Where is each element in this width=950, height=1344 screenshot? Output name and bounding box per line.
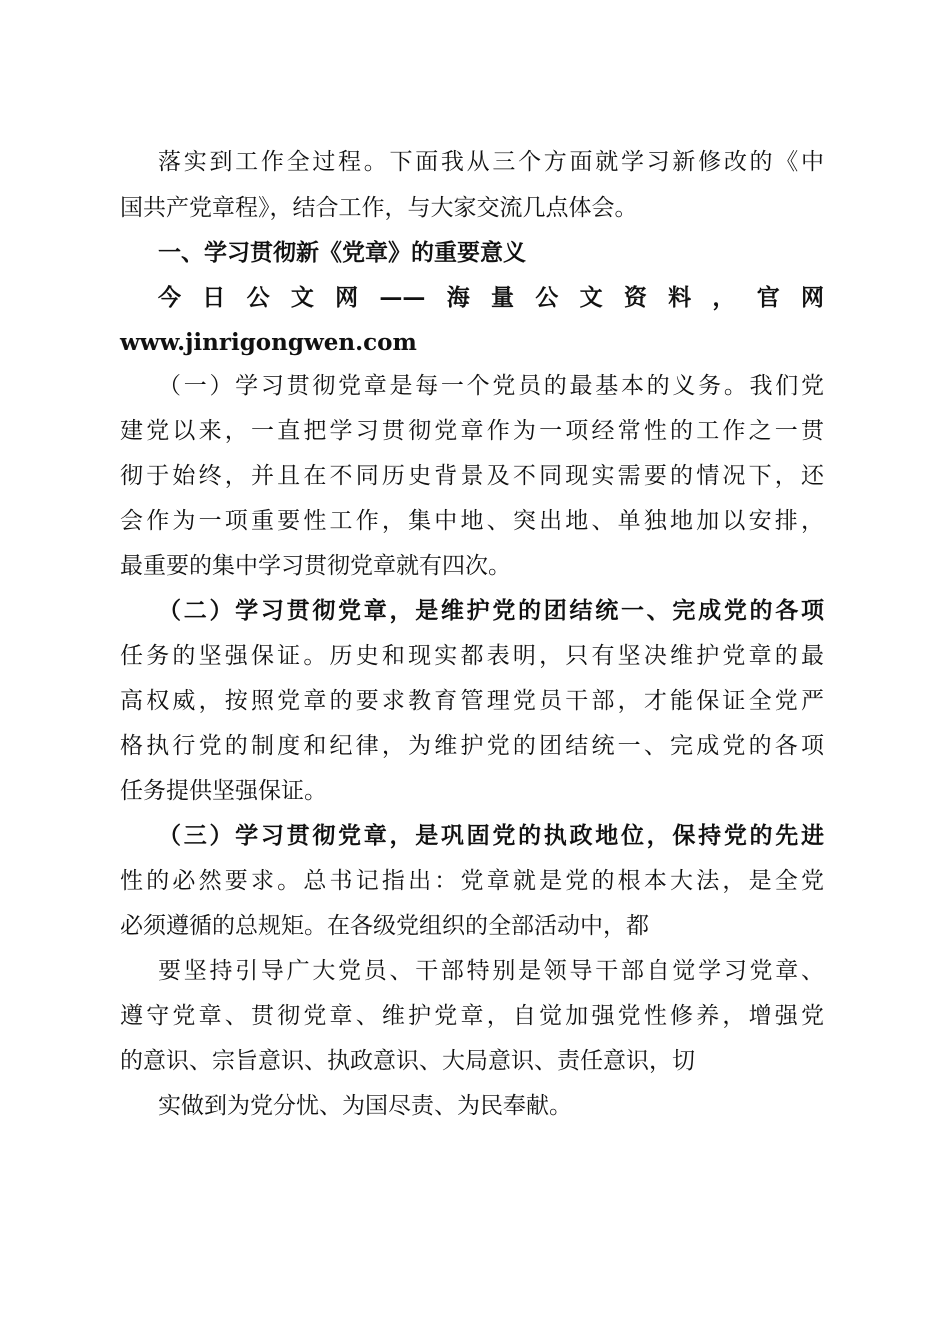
paragraph-line: 实做到为党分忧、为国尽责、为民奉献。: [158, 1093, 572, 1119]
paragraph-line: 遵守党章、贯彻党章、维护党章，自觉加强党性修养，增强党: [120, 1003, 824, 1029]
paragraph-line: 落实到工作全过程。下面我从三个方面就学习新修改的《中: [158, 149, 824, 175]
paragraph-line: 彻于始终，并且在不同历史背景及不同现实需要的情况下，还: [120, 463, 824, 489]
paragraph-line: （三）学习贯彻党章，是巩固党的执政地位，保持党的先进: [158, 822, 824, 849]
paragraph-line: 性的必然要求。总书记指出：党章就是党的根本大法，是全党: [120, 868, 824, 894]
paragraph-line: 会作为一项重要性工作，集中地、突出地、单独地加以安排，: [120, 508, 824, 534]
paragraph-line: 的意识、宗旨意识、执政意识、大局意识、责任意识，切: [120, 1048, 695, 1074]
paragraph-line: 最重要的集中学习贯彻党章就有四次。: [120, 553, 511, 579]
paragraph-line: 国共产党章程》，结合工作，与大家交流几点体会。: [120, 195, 638, 221]
paragraph-line: 必须遵循的总规矩。在各级党组织的全部活动中，都: [120, 913, 649, 939]
watermark-banner: 今日公文网——海量公文资料，官网: [158, 284, 824, 311]
paragraph-line: 任务提供坚强保证。: [120, 778, 327, 804]
paragraph-line: （一）学习贯彻党章是每一个党员的最基本的义务。我们党: [158, 373, 824, 399]
paragraph-line: 格执行党的制度和纪律，为维护党的团结统一、完成党的各项: [120, 733, 824, 759]
paragraph-line: 建党以来，一直把学习贯彻党章作为一项经常性的工作之一贯: [120, 418, 824, 444]
paragraph-line: 高权威，按照党章的要求教育管理党员干部，才能保证全党严: [120, 688, 824, 714]
paragraph-line: 要坚持引导广大党员、干部特别是领导干部自觉学习党章、: [158, 958, 824, 984]
section-heading: 一、学习贯彻新《党章》的重要意义: [158, 239, 526, 266]
website-url: www.jinrigongwen.com: [120, 329, 417, 356]
paragraph-line: 任务的坚强保证。历史和现实都表明，只有坚决维护党章的最: [120, 643, 824, 669]
paragraph-line: （二）学习贯彻党章，是维护党的团结统一、完成党的各项: [158, 597, 824, 624]
